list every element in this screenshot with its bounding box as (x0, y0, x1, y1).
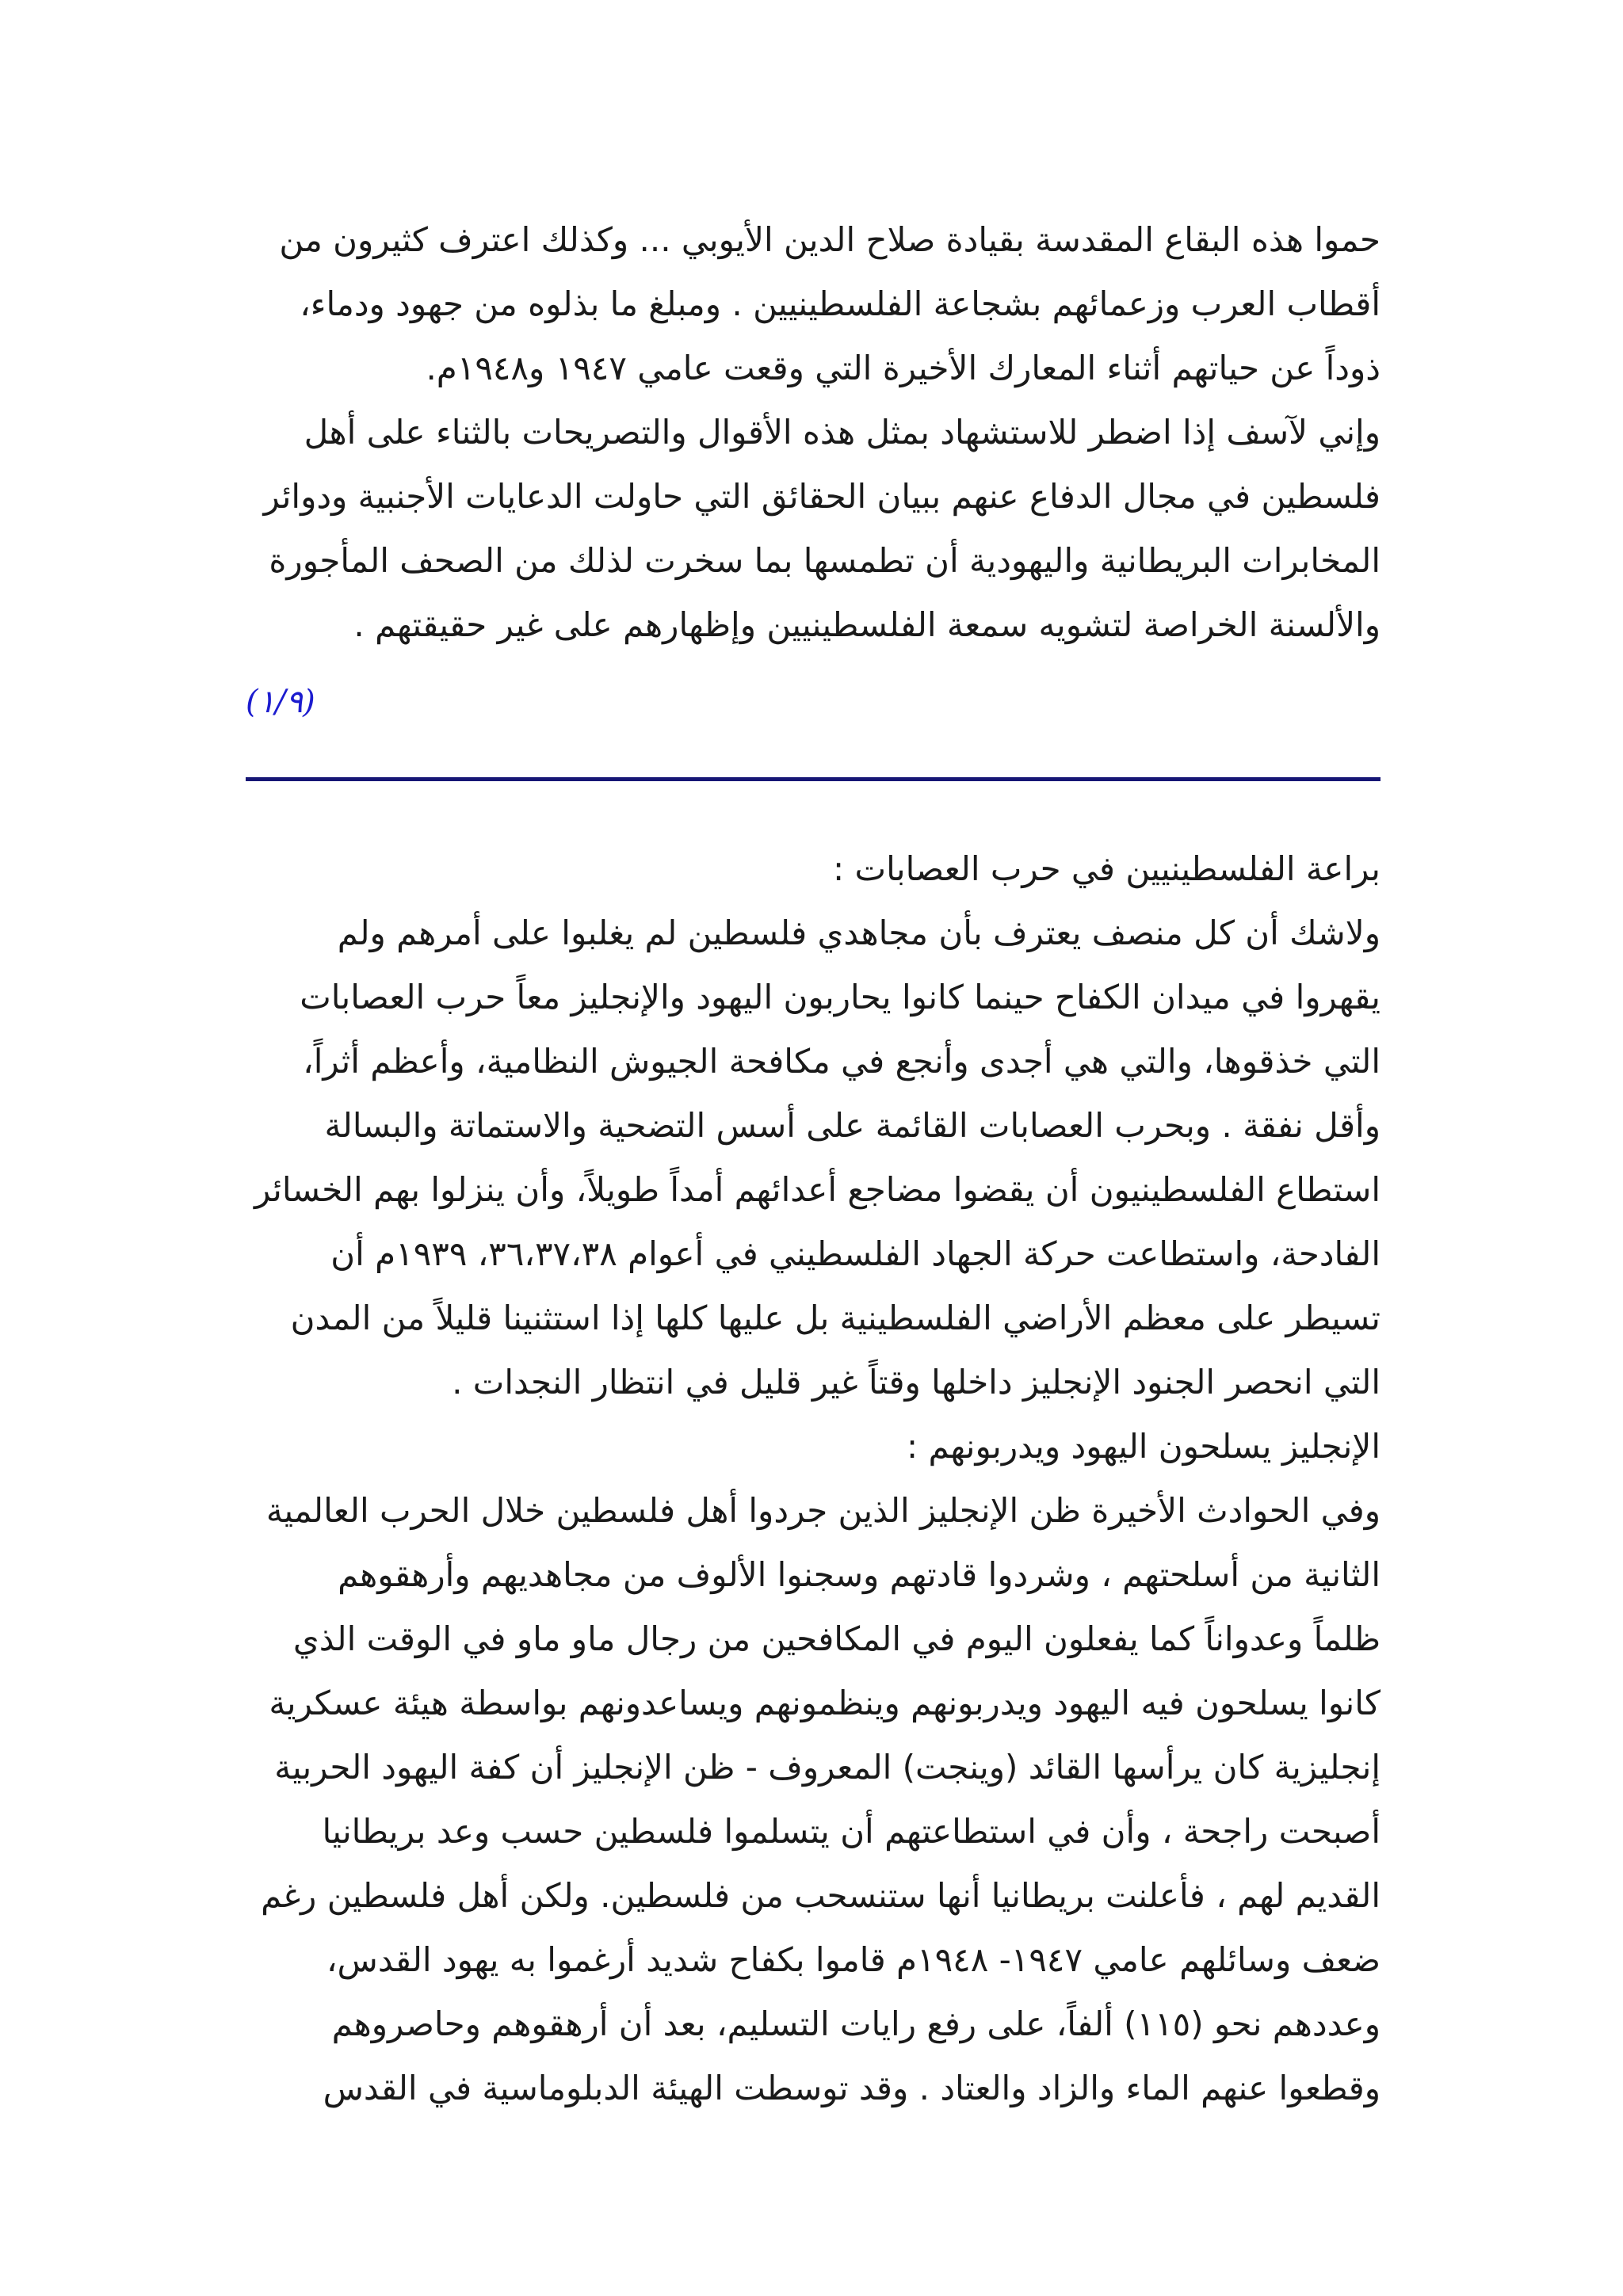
page-divider (246, 777, 1381, 781)
text-line: التي خذقوها، والتي هي أجدى وأنجع في مكافحة الجيوش النظامية، وأعظم أثراً، (303, 1042, 1381, 1081)
text-line: وإني لآسف إذا اضطر للاستشهاد بمثل هذه الأقوال والتصريحات بالثناء على أهل (304, 413, 1381, 452)
section-heading: الإنجليز يسلحون اليهود ويدربونهم : (906, 1427, 1381, 1466)
text-line: ضعف وسائلهم عامي ١٩٤٧- ١٩٤٨م قاموا بكفاح شديد أرغموا به يهود القدس، (327, 1940, 1381, 1979)
text-line: ذوداً عن حياتهم أثناء المعارك الأخيرة التي وقعت عامي ١٩٤٧ و١٩٤٨م. (426, 349, 1381, 387)
text-line: حموا هذه البقاع المقدسة بقيادة صلاح الدين الأيوبي ... وكذلك اعترف كثيرون من (279, 220, 1381, 259)
text-line: التي انحصر الجنود الإنجليز داخلها وقتاً غير قليل في انتظار النجدات . (452, 1363, 1381, 1402)
text-line: الثانية من أسلحتهم ، وشردوا قادتهم وسجنوا الألوف من مجاهديهم وأرهقوهم (338, 1555, 1381, 1594)
footnote-reference[interactable]: (١/٩) (246, 684, 315, 720)
text-line: وقطعوا عنهم الماء والزاد والعتاد . وقد توسطت الهيئة الدبلوماسية في القدس (323, 2069, 1381, 2107)
section-heading: براعة الفلسطينيين في حرب العصابات : (833, 849, 1381, 888)
text-line: تسيطر على معظم الأراضي الفلسطينية بل عليها كلها إذا استثنينا قليلاً من المدن (290, 1299, 1381, 1337)
text-line: ولاشك أن كل منصف يعترف بأن مجاهدي فلسطين لم يغلبوا على أمرهم ولم (337, 913, 1381, 952)
text-line: والألسنة الخراصة لتشويه سمعة الفلسطينيين وإظهارهم على غير حقيقتهم . (353, 605, 1381, 644)
text-line: الفادحة، واستطاعت حركة الجهاد الفلسطيني في أعوام ٣٦،٣٧،٣٨، ١٩٣٩م أن (330, 1234, 1381, 1273)
text-line: إنجليزية كان يرأسها القائد (وينجت) المعروف - ظن الإنجليز أن كفة اليهود الحربية (274, 1748, 1381, 1787)
document-page (246, 208, 1381, 2120)
text-line: كانوا يسلحون فيه اليهود ويدربونهم وينظمونهم ويساعدونهم بواسطة هيئة عسكرية (269, 1684, 1381, 1722)
section-guerrilla-warfare (246, 837, 1381, 2120)
text-line: أقطاب العرب وزعمائهم بشجاعة الفلسطينيين . ومبلغ ما بذلوه من جهود ودماء، (300, 284, 1381, 323)
footnote-row (246, 666, 1381, 738)
paragraph-continued (246, 208, 1381, 657)
text-line: يقهروا في ميدان الكفاح حينما كانوا يحاربون اليهود والإنجليز معاً حرب العصابات (300, 978, 1381, 1016)
text-line: وعددهم نحو (١١٥) ألفاً، على رفع رايات التسليم، بعد أن أرهقوهم وحاصروهم (331, 2004, 1381, 2043)
text-line: ظلماً وعدواناً كما يفعلون اليوم في المكافحين من رجال ماو ماو في الوقت الذي (292, 1619, 1381, 1658)
text-line: القديم لهم ، فأعلنت بريطانيا أنها ستنسحب من فلسطين. ولكن أهل فلسطين رغم (261, 1876, 1381, 1915)
text-line: فلسطين في مجال الدفاع عنهم ببيان الحقائق التي حاولت الدعايات الأجنبية ودوائر (263, 477, 1381, 516)
text-line: المخابرات البريطانية واليهودية أن تطمسها بما سخرت لذلك من الصحف المأجورة (269, 541, 1381, 580)
text-line: وأقل نفقة . وبحرب العصابات القائمة على أسس التضحية والاستماتة والبسالة (324, 1106, 1381, 1145)
text-line: استطاع الفلسطينيون أن يقضوا مضاجع أعدائهم أمداً طويلاً، وأن ينزلوا بهم الخسائر (254, 1170, 1381, 1209)
text-line: أصبحت راجحة ، وأن في استطاعتهم أن يتسلموا فلسطين حسب وعد بريطانيا (322, 1812, 1381, 1851)
text-line: وفي الحوادث الأخيرة ظن الإنجليز الذين جردوا أهل فلسطين خلال الحرب العالمية (265, 1491, 1381, 1530)
